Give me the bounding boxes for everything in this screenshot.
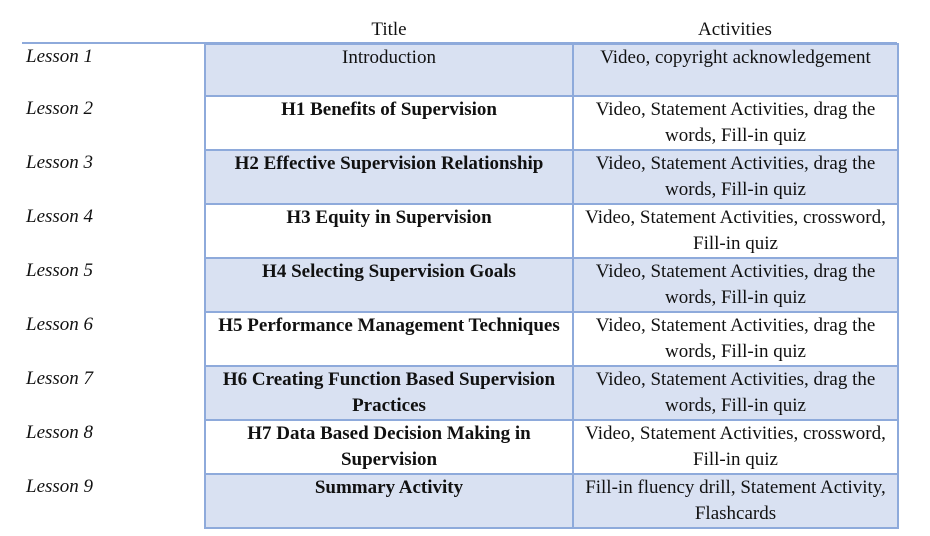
- lesson-title: H7 Data Based Decision Making in Supervision: [205, 420, 573, 474]
- lesson-label: Lesson 7: [26, 368, 94, 389]
- lesson-title: H3 Equity in Supervision: [205, 204, 573, 258]
- lesson-activities: Video, Statement Activities, drag the words, Fill-in quiz: [573, 96, 898, 150]
- column-header-title: Title: [371, 19, 407, 40]
- lesson-activities: Video, Statement Activities, drag the words, Fill-in quiz: [573, 258, 898, 312]
- lesson-activities: Video, Statement Activities, drag the words, Fill-in quiz: [573, 312, 898, 366]
- lessons-table: [22, 43, 899, 529]
- lesson-label: Lesson 8: [26, 422, 94, 443]
- lesson-title: H5 Performance Management Techniques: [205, 312, 573, 366]
- table-row: [22, 96, 898, 150]
- lesson-title: H4 Selecting Supervision Goals: [205, 258, 573, 312]
- lesson-label: Lesson 5: [26, 260, 94, 281]
- table-row: [22, 44, 898, 96]
- lesson-label: Lesson 2: [26, 98, 94, 119]
- lesson-activities: Fill-in fluency drill, Statement Activity, Flashcards: [573, 474, 898, 528]
- lesson-activities: Video, Statement Activities, crossword, Fill-in quiz: [573, 204, 898, 258]
- lesson-title: Summary Activity: [205, 474, 573, 528]
- lesson-label: Lesson 3: [26, 152, 94, 173]
- lesson-label: Lesson 6: [26, 314, 94, 335]
- lesson-title: H1 Benefits of Supervision: [205, 96, 573, 150]
- table-row: [22, 150, 898, 204]
- lesson-label: Lesson 1: [26, 46, 94, 67]
- table-row: [22, 204, 898, 258]
- lesson-title: H2 Effective Supervision Relationship: [205, 150, 573, 204]
- lesson-activities: Video, copyright acknowledgement: [573, 44, 898, 96]
- table-row: [22, 312, 898, 366]
- table-row: [22, 366, 898, 420]
- lesson-activities: Video, Statement Activities, crossword, Fill-in quiz: [573, 420, 898, 474]
- lesson-label: Lesson 9: [26, 476, 94, 497]
- table-row: [22, 474, 898, 528]
- table-row: [22, 258, 898, 312]
- column-header-activities: Activities: [698, 19, 772, 40]
- lesson-activities: Video, Statement Activities, drag the words, Fill-in quiz: [573, 150, 898, 204]
- lesson-label: Lesson 4: [26, 206, 94, 227]
- lesson-title: H6 Creating Function Based Supervision Practices: [205, 366, 573, 420]
- table-row: [22, 420, 898, 474]
- lesson-title: Introduction: [205, 44, 573, 96]
- lesson-activities: Video, Statement Activities, drag the words, Fill-in quiz: [573, 366, 898, 420]
